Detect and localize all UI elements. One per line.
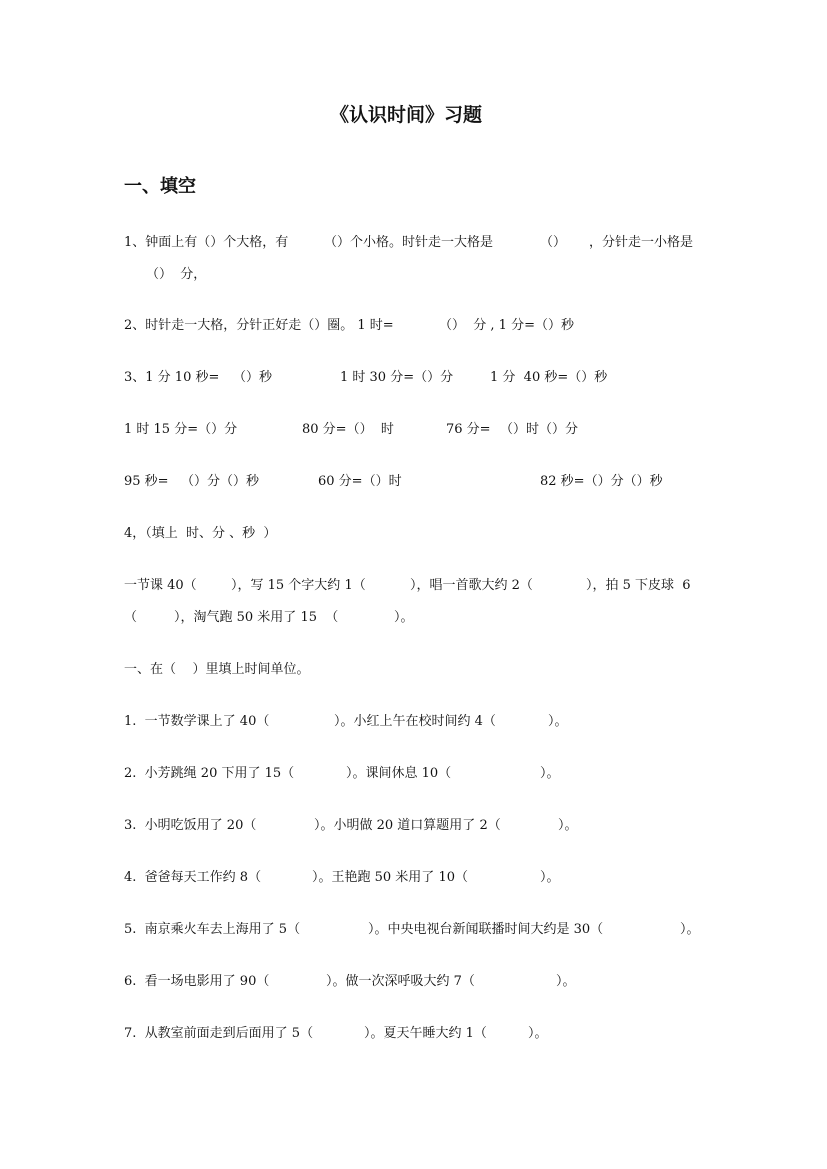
item-7-a: 7. 从教室前面走到后面用了 5（ [124,1026,314,1041]
item-6-a: 6. 看一场电影用了 90（ [124,974,270,989]
q1-text-e: （） 分， [146,267,207,282]
item-4-c: ）。 [540,870,560,885]
page-title: 《认识时间》习题 [330,104,483,126]
item-1-c: ）。 [548,714,568,729]
item-2-b: ）。课间休息 10（ [346,766,452,781]
q1-text-d: ，分针走一小格是 [589,235,694,250]
q2-text-a: 2、时针走一大格，分针正好走（）圈。 1 时= [124,318,394,333]
item-6-b: ）。做一次深呼吸大约 7（ [326,974,475,989]
q4-line2-a: （ [124,610,138,625]
q4-label: 4，（填上 时、分 、秒 ） [124,526,277,541]
item-5-a: 5. 南京乘火车去上海用了 5（ [124,922,301,937]
q4-line1-b: ），写 15 个字大约 1（ [231,578,366,593]
item-7-b: ）。夏天午睡大约 1（ [364,1026,487,1041]
q3-row3-c: 60 分=（）时 [318,474,402,489]
section-heading-fill-blank: 一、填空 [124,176,196,197]
item-3-a: 3. 小明吃饭用了 20（ [124,818,257,833]
section-heading-time-units: 一、在（ ）里填上时间单位。 [124,662,310,677]
q3-text-c: 1 时 30 分=（）分 [340,370,454,385]
q4-line2-b: ），淘气跑 50 米用了 15 （ [174,610,339,625]
item-1-b: ）。小红上午在校时间约 4（ [334,714,496,729]
q3-text-b: （）秒 [233,370,273,385]
q3-row3-a: 95 秒= [124,474,169,489]
q2-text-b: （） 分 , 1 分=（）秒 [439,318,574,333]
q3-row3-b: （）分（）秒 [181,474,260,489]
item-2-a: 2. 小芳跳绳 20 下用了 15（ [124,766,295,781]
q4-line1-a: 一节课 40（ [124,578,197,593]
q3-row2-d: （）时（）分 [500,422,579,437]
item-1-a: 1. 一节数学课上了 40（ [124,714,270,729]
q4-line1-d: ），拍 5 下皮球 6 [586,578,691,593]
item-3-b: ）。小明做 20 道口算题用了 2（ [314,818,501,833]
q3-row2-a: 1 时 15 分=（）分 [124,422,238,437]
item-4-a: 4. 爸爸每天工作约 8（ [124,870,262,885]
q1-text-a: 1、钟面上有（）个大格，有 [124,235,289,250]
q4-line1-c: ），唱一首歌大约 2（ [410,578,533,593]
item-5-b: ）。中央电视台新闻联播时间大约是 30（ [368,922,604,937]
item-2-c: ）。 [540,766,560,781]
q1-text-c: （） [540,235,567,250]
q3-row2-b: 80 分=（） 时 [302,422,394,437]
q4-line2-c: ）。 [394,610,414,625]
item-4-b: ）。王艳跑 50 米用了 10（ [312,870,468,885]
item-3-c: ）。 [558,818,578,833]
q3-row3-d: 82 秒=（）分（）秒 [540,474,663,489]
item-7-c: ）。 [528,1026,548,1041]
q3-row2-c: 76 分= [446,422,491,437]
q3-text-d: 1 分 40 秒=（）秒 [490,370,608,385]
q1-text-b: （）个小格。时针走一大格是 [324,235,494,250]
item-5-c: ）。 [680,922,700,937]
q3-text-a: 3、1 分 10 秒= [124,370,220,385]
item-6-c: ）。 [556,974,576,989]
